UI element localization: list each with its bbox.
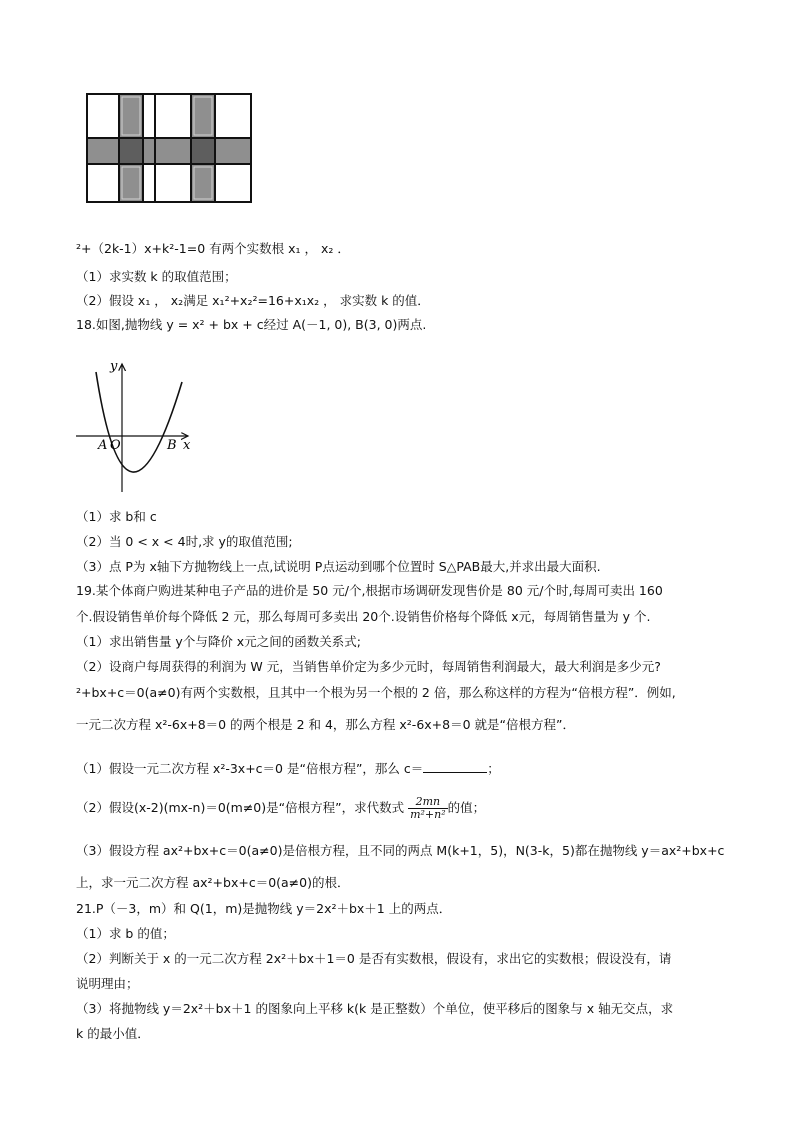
problem-20-part3-1: （3）假设方程 ax²+bx+c＝0(a≠0)是倍根方程，且不同的两点 M(k+1，5)，N(3-k，5)都在抛物线 y＝ax²+bx+c — [76, 843, 725, 858]
problem-19-part2: （2）设商户每周获得的利润为 W 元，当销售单价定为多少元时，每周销售利润最大，最大利润是多少元? — [76, 659, 661, 674]
problem-20-stem-1: ²+bx+c＝0(a≠0)有两个实数根，且其中一个根为另一个根的 2 倍，那么称这样的方程为“倍根方程”．例如, — [76, 685, 676, 700]
problem-17-stem: ²+（2k-1）x+k²-1=0 有两个实数根 x₁ ， x₂ ． — [76, 241, 350, 256]
y-axis-label: y — [110, 359, 118, 374]
problem-21-part3-1: （3）将抛物线 y＝2x²＋bx＋1 的图象向上平移 k(k 是正整数）个单位，使平移后的图象与 x 轴无交点，求 — [76, 1001, 674, 1016]
x-axis-label: x — [183, 438, 191, 453]
problem-18-part1: （1）求 b和 c — [76, 509, 157, 524]
problem-20-part2 — [76, 796, 485, 821]
point-a-label: A — [98, 438, 108, 453]
problem-21-stem: 21.P（－3，m）和 Q(1，m)是抛物线 y＝2x²＋bx＋1 上的两点． — [76, 901, 452, 916]
fraction-denominator: m²+n² — [410, 808, 446, 821]
problem-19-stem-1: 19.某个体商户购进某种电子产品的进价是 50 元/个,根据市场调研发现售价是 80 元/个时,每周可卖出 160 — [76, 583, 663, 598]
shaded-grid-figure — [85, 92, 253, 204]
parabola-curve — [96, 372, 182, 472]
problem-21-part1: （1）求 b 的值； — [76, 926, 175, 941]
problem-20-part1-end: ； — [487, 761, 500, 776]
problem-21-part2-2: 说明理由； — [76, 976, 139, 991]
origin-label: O — [110, 438, 121, 453]
grid-overlap-2 — [191, 138, 215, 164]
problem-18-part2: （2）当 0 < x < 4时,求 y的取值范围; — [76, 534, 293, 549]
problem-17-part1: （1）求实数 k 的取值范围； — [76, 269, 237, 284]
problem-20-part3-2: 上，求一元二次方程 ax²+bx+c＝0(a≠0)的根． — [76, 875, 350, 890]
parabola-figure — [70, 352, 200, 497]
problem-17-part2: （2）假设 x₁ ， x₂满足 x₁²+x₂²=16+x₁x₂ ， 求实数 k 的值． — [76, 293, 430, 308]
problem-20-part1-text: （1）假设一元二次方程 x²-3x+c＝0 是“倍根方程”，那么 c＝ — [76, 761, 424, 776]
point-b-label: B — [167, 438, 177, 453]
problem-21-part2-1: （2）判断关于 x 的一元二次方程 2x²＋bx＋1＝0 是否有实数根，假设有，求出它的实数根；假设没有，请 — [76, 951, 672, 966]
grid-strip-row — [87, 138, 251, 164]
problem-19-part1: （1）求出销售量 y个与降价 x元之间的函数关系式; — [76, 634, 361, 649]
problem-18-part3: （3）点 P为 x轴下方抛物线上一点,试说明 P点运动到哪个位置时 S△PAB最大,并求出最大面积. — [76, 559, 601, 574]
problem-20-part1 — [76, 760, 500, 778]
problem-20-stem-2: 一元二次方程 x²-6x+8＝0 的两个根是 2 和 4，那么方程 x²-6x+8＝0 就是“倍根方程”． — [76, 717, 575, 732]
problem-20-part2-text: （2）假设(x-2)(mx-n)＝0(m≠0)是“倍根方程”，求代数式 — [76, 800, 405, 815]
fraction-expression — [408, 796, 448, 821]
problem-18-stem: 18.如图,抛物线 y = x² + bx + c经过 A(－1, 0), B(3, 0)两点. — [76, 317, 427, 332]
answer-blank[interactable] — [423, 760, 487, 773]
problem-21-part3-2: k 的最小值． — [76, 1026, 150, 1041]
fraction-numerator: 2mn — [408, 796, 448, 809]
problem-19-stem-2: 个.假设销售单价每个降低 2 元，那么每周可多卖出 20个.设销售价格每个降低 x元，每周销售量为 y 个. — [76, 609, 651, 624]
problem-20-part2-end: 的值； — [447, 800, 486, 815]
grid-overlap-1 — [119, 138, 143, 164]
